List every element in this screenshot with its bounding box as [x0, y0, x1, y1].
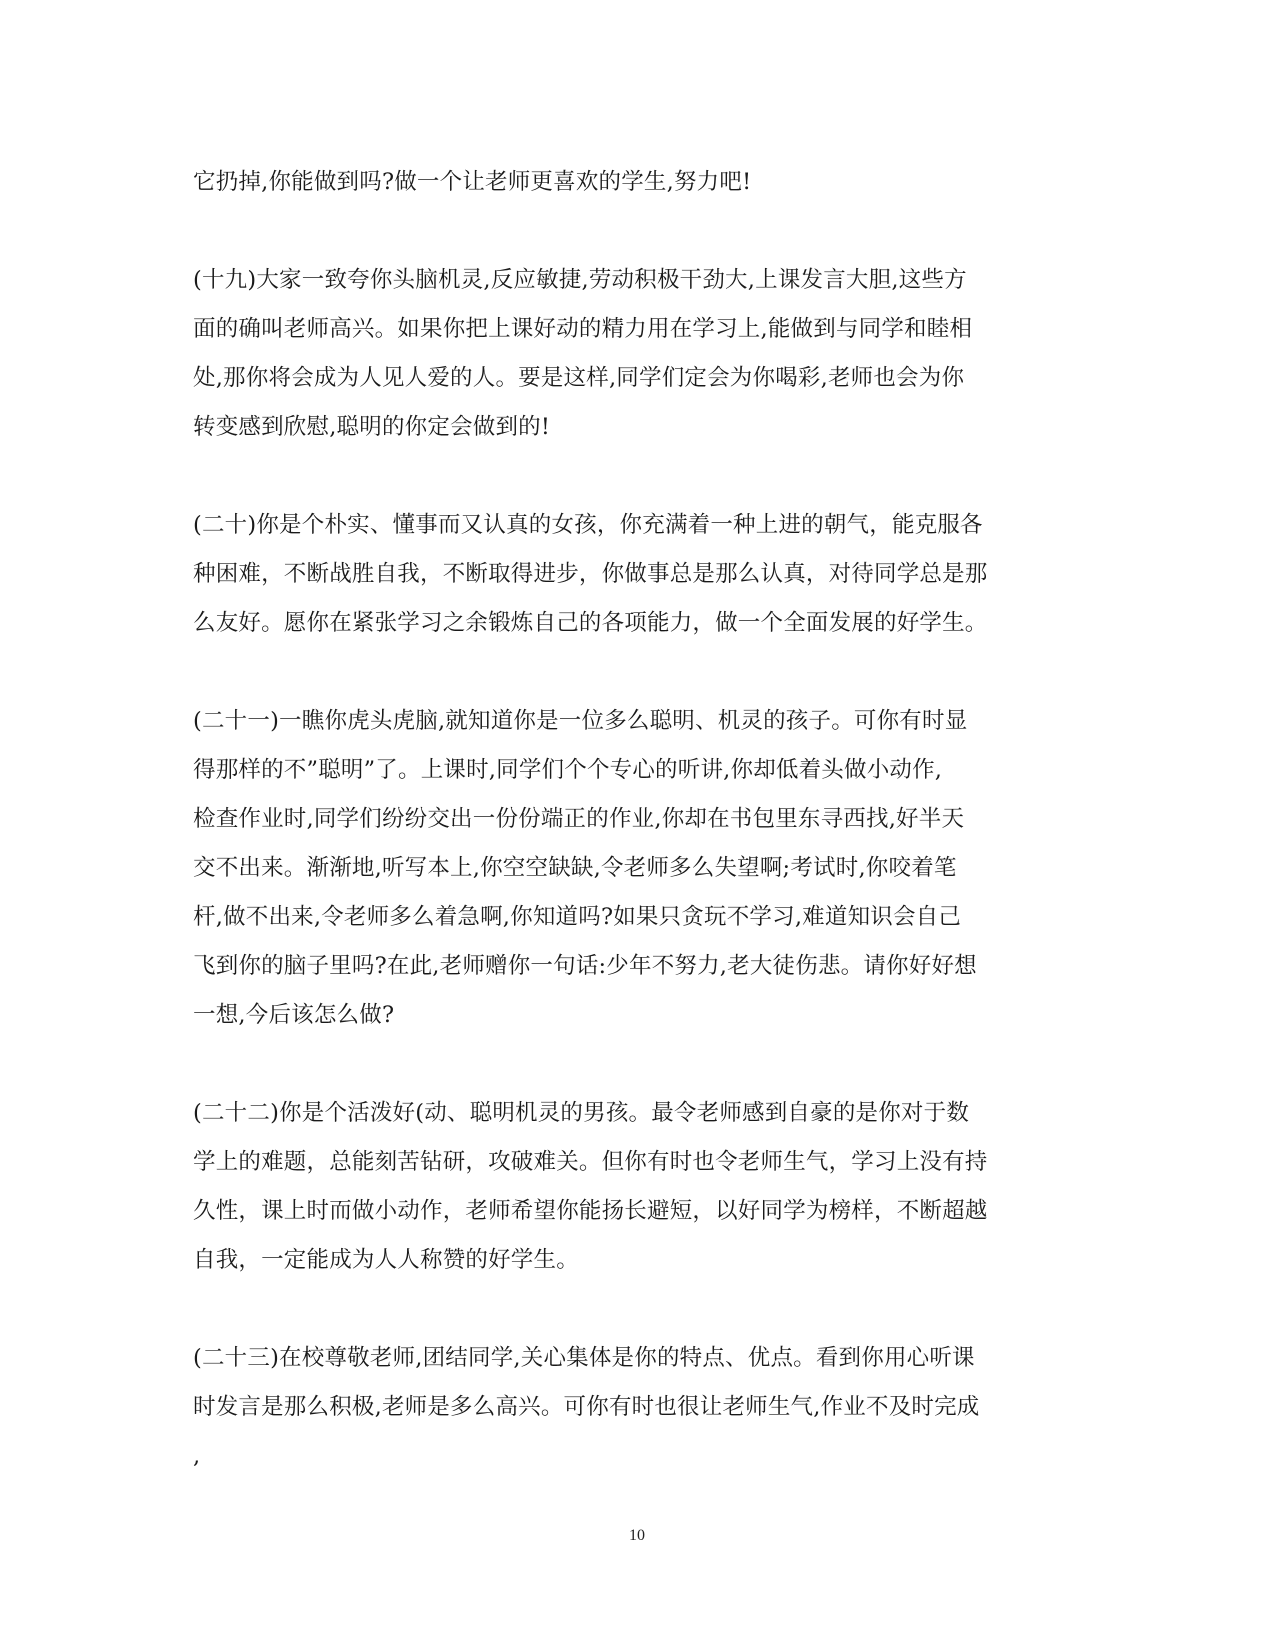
text-line: (二十二)你是个活泼好(动、聪明机灵的男孩。最令老师感到自豪的是你对于数: [193, 1100, 970, 1126]
text-line: 学上的难题，总能刻苦钻研，攻破难关。但你有时也令老师生气，学习上没有持: [193, 1149, 988, 1175]
paragraph: [193, 158, 1073, 207]
text-line: 检查作业时,同学们纷纷交出一份份端正的作业,你却在书包里东寻西找,好半天: [193, 806, 965, 832]
text-line: 得那样的不”聪明”了。上课时,同学们个个专心的听讲,你却低着头做小动作,: [193, 757, 943, 783]
document-body: [193, 158, 1073, 1481]
text-line: 么友好。愿你在紧张学习之余锻炼自己的各项能力，做一个全面发展的好学生。: [193, 610, 988, 636]
text-line: 面的确叫老师高兴。如果你把上课好动的精力用在学习上,能做到与同学和睦相: [193, 316, 973, 342]
text-line: (二十)你是个朴实、懂事而又认真的女孩，你充满着一种上进的朝气，能克服各: [193, 512, 983, 538]
paragraph: [193, 1334, 1073, 1481]
text-line: 久性，课上时而做小动作，老师希望你能扬长避短，以好同学为榜样，不断超越: [193, 1198, 988, 1224]
text-line: 杆,做不出来,令老师多么着急啊,你知道吗?如果只贪玩不学习,难道知识会自己: [193, 904, 962, 930]
text-line: ,: [193, 1443, 201, 1469]
page-number: 10: [629, 1527, 645, 1544]
paragraph: [193, 1089, 1073, 1285]
text-line: (十九)大家一致夸你头脑机灵,反应敏捷,劳动积极干劲大,上课发言大胆,这些方: [193, 267, 967, 293]
text-line: 交不出来。渐渐地,听写本上,你空空缺缺,令老师多么失望啊;考试时,你咬着笔: [193, 855, 957, 881]
text-line: 自我，一定能成为人人称赞的好学生。: [193, 1247, 579, 1273]
paragraph: [193, 501, 1073, 648]
text-line: 它扔掉,你能做到吗?做一个让老师更喜欢的学生,努力吧!: [193, 169, 752, 195]
text-line: 飞到你的脑子里吗?在此,老师赠你一句话:少年不努力,老大徒伤悲。请你好好想: [193, 953, 977, 979]
paragraph: [193, 697, 1073, 1040]
paragraph: [193, 256, 1073, 452]
text-line: (二十三)在校尊敬老师,团结同学,关心集体是你的特点、优点。看到你用心听课: [193, 1345, 975, 1371]
text-line: 时发言是那么积极,老师是多么高兴。可你有时也很让老师生气,作业不及时完成: [193, 1394, 980, 1420]
text-line: 转变感到欣慰,聪明的你定会做到的!: [193, 414, 551, 440]
text-line: 种困难，不断战胜自我，不断取得进步，你做事总是那么认真，对待同学总是那: [193, 561, 988, 587]
text-line: 一想,今后该怎么做?: [193, 1002, 395, 1028]
text-line: 处,那你将会成为人见人爱的人。要是这样,同学们定会为你喝彩,老师也会为你: [193, 365, 965, 391]
text-line: (二十一)一瞧你虎头虎脑,就知道你是一位多么聪明、机灵的孩子。可你有时显: [193, 708, 968, 734]
